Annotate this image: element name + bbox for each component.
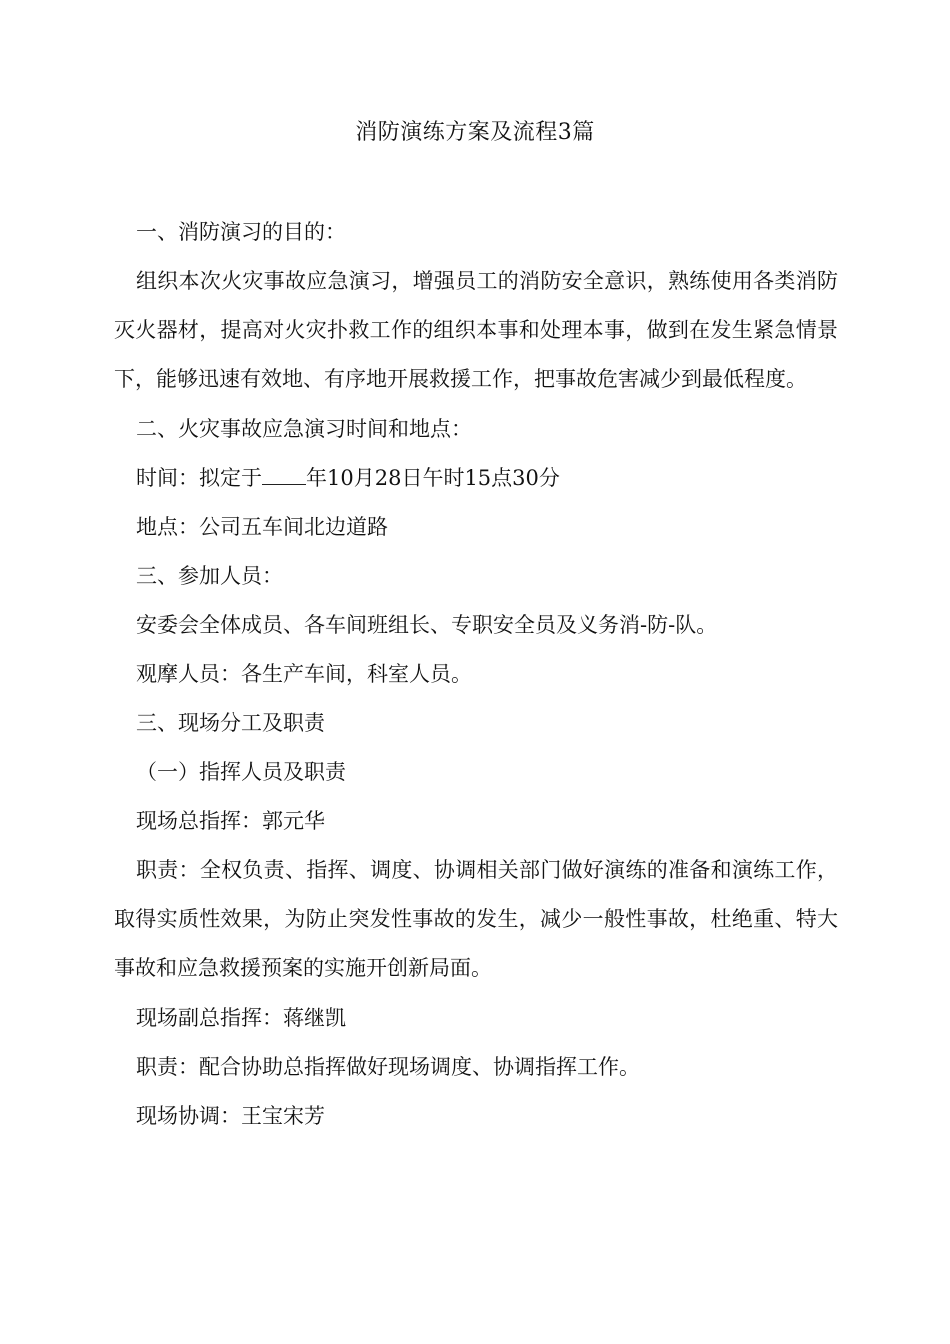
section-heading-participants: 三、参加人员： — [136, 564, 283, 588]
document-title: 消防演练方案及流程3篇 — [355, 120, 595, 145]
observers-line: 观摩人员：各生产车间，科室人员。 — [136, 662, 472, 686]
subsection-heading-commanders: （一）指挥人员及职责 — [136, 760, 346, 784]
coordinator-line: 现场协调：王宝宋芳 — [136, 1104, 325, 1128]
paragraph-purpose: 组织本次火灾事故应急演习，增强员工的消防安全意识，熟练使用各类消防灭火器材，提高对火灾扑救工作的组织本事和处理本事，做到在发生紧急情景下，能够迅速有效地、有序地开展救援工作，把事故危害减少到最低程度。 — [114, 269, 838, 391]
place-line: 地点：公司五车间北边道路 — [136, 515, 388, 539]
time-suffix: 年10月28日午时15点30分 — [306, 466, 560, 490]
chief-duties-paragraph: 职责：全权负责、指挥、调度、协调相关部门做好演练的准备和演练工作，取得实质性效果，为防止突发性事故的发生，减少一般性事故，杜绝重、特大事故和应急救援预案的实施开创新局面。 — [114, 858, 838, 980]
section-heading-purpose: 一、消防演习的目的： — [136, 220, 346, 244]
deputy-duties-line: 职责：配合协助总指挥做好现场调度、协调指挥工作。 — [136, 1055, 640, 1079]
blank-underline — [262, 464, 306, 485]
time-line — [114, 461, 838, 495]
section-heading-duties: 三、现场分工及职责 — [136, 711, 325, 735]
deputy-commander-line: 现场副总指挥：蒋继凯 — [136, 1006, 346, 1030]
document-body — [114, 215, 838, 1148]
chief-commander-line: 现场总指挥：郭元华 — [136, 809, 325, 833]
time-prefix: 时间：拟定于 — [136, 466, 262, 490]
participants-line: 安委会全体成员、各车间班组长、专职安全员及义务消-防-队。 — [136, 613, 718, 637]
section-heading-time-place: 二、火灾事故应急演习时间和地点： — [136, 417, 472, 441]
